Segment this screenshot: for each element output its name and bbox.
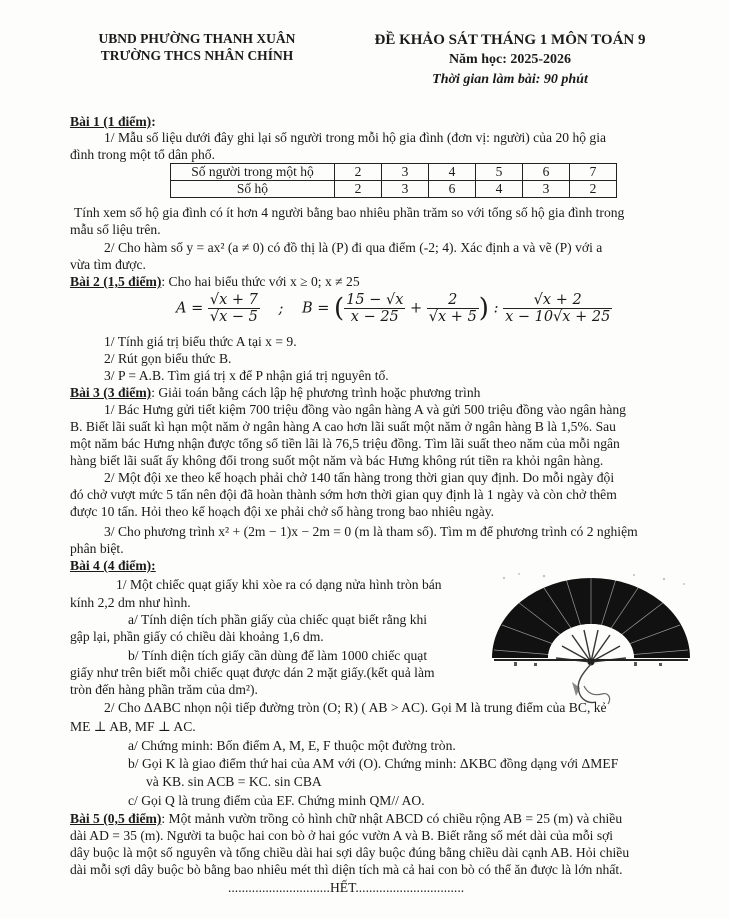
fraction-denominator: √x − 5 (209, 309, 258, 325)
school-year: Năm học: 2025-2026 (448, 52, 572, 67)
bai4-a-line1: a/ Tính diện tích phần giấy của chiếc quạt biết rằng khi (128, 612, 428, 627)
table-cell: 5 (476, 164, 523, 181)
table-cell: 3 (523, 181, 570, 198)
table-cell: 6 (523, 164, 570, 181)
bai2-q3: 3/ P = A.B. Tìm giá trị x để P nhận giá trị nguyên tố. (104, 368, 389, 383)
bai3-p1-line4: hàng biết lãi suất ấy không đổi trong suốt một năm và bác Hưng không rút tiền ra khỏi ngân hàng. (70, 453, 604, 468)
expr-B-fraction-1 (344, 292, 405, 325)
bai3-p2-line1: 2/ Một đội xe theo kế hoạch phải chở 140 tấn hàng trong thời gian quy định. Do mỗi ngày đội (104, 470, 615, 485)
end-marker: ..............................HẾT................................ (228, 880, 465, 895)
fraction-numerator: 15 − √x (346, 292, 404, 308)
fraction-denominator: √x + 5 (428, 309, 477, 325)
bai1-p1-line1: 1/ Mẫu số liệu dưới đây ghi lại số người trong mỗi hộ gia đình (đơn vị: người) của 20 hộ gia (104, 130, 607, 145)
table-cell: 3 (382, 164, 429, 181)
bai2-heading: Bài 2 (1,5 điểm) (70, 274, 162, 289)
bai4-2b-line2: và KB. sin ACB = KC. sin CBA (146, 774, 322, 789)
bai4-2c: c/ Gọi Q là trung điểm của EF. Chứng minh QM// AO. (128, 793, 425, 808)
division-sign: : (493, 300, 499, 317)
fraction-numerator: √x + 2 (503, 292, 612, 309)
bai1-question-line1: Tính xem số hộ gia đình có ít hơn 4 người bằng bao nhiêu phần trăm so với tổng số hộ gia đình trong (74, 205, 625, 220)
bai5-line3: dây buộc là một số nguyên và tổng chiều dài hai sợi dây buộc đúng bằng chiều dài cạnh AB. Hỏi chiều (70, 845, 630, 860)
bai1-question-line2: mẫu số liệu trên. (70, 222, 161, 237)
bai1-p2-line2: vừa tìm được. (70, 257, 146, 272)
school-name: TRƯỜNG THCS NHÂN CHÍNH (100, 48, 294, 63)
bai4-heading-line (70, 558, 156, 575)
bai3-p2-line3: được 10 tấn. Hỏi theo kế hoạch đội xe phải chở số hàng trong bao nhiêu ngày. (70, 504, 495, 519)
bai3-p2-line2: đó chở vượt mức 5 tấn nên đội đã hoàn thành sớm hơn thời gian quy định là 1 ngày và còn chở thêm (70, 487, 617, 502)
exam-header (360, 30, 660, 90)
expr-separator: ; (278, 300, 284, 317)
table-cell: 4 (429, 164, 476, 181)
bai5-line1 (70, 811, 622, 828)
paper-fan-image (484, 570, 699, 710)
table-cell: 4 (476, 181, 523, 198)
exam-title: ĐỀ KHẢO SÁT THÁNG 1 MÔN TOÁN 9 (374, 32, 646, 48)
expr-A-label: A = (176, 300, 204, 317)
bai3-p3-line2: phân biệt. (70, 541, 124, 556)
table-row (171, 181, 617, 198)
bai1-p2-line1: 2/ Cho hàm số y = ax² (a ≠ 0) có đồ thị là (P) đi qua điểm (-2; 4). Xác định a và vẽ (P) với a (104, 240, 603, 255)
bai4-p1-line1: 1/ Một chiếc quạt giấy khi xòe ra có dạng nửa hình tròn bán (116, 577, 442, 592)
bai1-heading-line: Bài 1 (1 điểm): (70, 114, 156, 129)
bai3-p3-line1: 3/ Cho phương trình x² + (2m − 1)x − 2m = 0 (m là tham số). Tìm m để phương trình có 2 nghiệm (104, 524, 638, 539)
table-cell: 2 (335, 164, 382, 181)
bai5-line2: dài AD = 35 (m). Người ta buộc hai con bò ở hai góc vườn A và B. Biết rằng số mét dài của mỗi sợi (70, 828, 614, 843)
household-table (170, 163, 617, 198)
table-cell: 2 (335, 181, 382, 198)
bai4-p2-line2: ME ⊥ AB, MF ⊥ AC. (70, 719, 196, 734)
bai4-2a: a/ Chứng minh: Bốn điểm A, M, E, F thuộc một đường tròn. (128, 738, 456, 753)
fraction-numerator: 2 (427, 292, 479, 309)
bai2-q1: 1/ Tính giá trị biểu thức A tại x = 9. (104, 334, 297, 349)
table-header-households: Số hộ (171, 181, 335, 198)
ward-name: UBND PHƯỜNG THANH XUÂN (98, 31, 296, 46)
table-cell: 2 (570, 181, 617, 198)
expr-A-fraction (208, 292, 260, 325)
bai4-p1-line2: kính 2,2 dm như hình. (70, 595, 191, 610)
bai1-p1-line2: đình trong một tổ dân phố. (70, 147, 215, 162)
table-row (171, 164, 617, 181)
bai2-formula: A = $\frac{√x + 7}{√x - 5}$ ; B = ( $\frac{15 - √x}{x - 25}$ + $\frac{2}{√x + 5}$ ) : $\frac{√x + 2}{x - 10√x + 25}$ (176, 292, 611, 325)
plus-sign: + (410, 300, 423, 317)
table-cell: 3 (382, 181, 429, 198)
bai3-intro: : Giải toán bằng cách lập hệ phương trình hoặc phương trình (151, 385, 481, 400)
bai2-heading-line (70, 274, 360, 291)
exam-duration: Thời gian làm bài: 90 phút (432, 72, 588, 87)
bai5-line4: dài mỗi sợi dây buộc bò bằng bao nhiêu mét thì diện tích mà cả hai con bò có thể ăn được là lớn nhất. (70, 862, 623, 877)
bai1-heading: Bài 1 (1 điểm) (70, 114, 152, 129)
bai4-b-line1: b/ Tính diện tích giấy cần dùng để làm 1000 chiếc quạt (128, 648, 428, 663)
bai3-p1-line3: một năm bác Hưng nhận được tổng số tiền lãi là 76,5 triệu đồng. Tìm lãi suất theo năm của mỗi ngân (70, 436, 620, 451)
fraction-denominator: x − 25 (350, 309, 399, 325)
expr-B-label: B = (301, 300, 330, 317)
fraction-denominator: x − 10√x + 25 (505, 309, 611, 325)
bai4-a-line2: gập lại, phần giấy có chiều dài khoảng 1,6 dm. (70, 629, 324, 644)
bai4-b-line3: tròn đến hàng phần trăm của dm²). (70, 682, 258, 697)
bai3-p1-line1: 1/ Bác Hưng gửi tiết kiệm 700 triệu đồng vào ngân hàng A và gửi 500 triệu đồng vào ngân hàng (104, 402, 626, 417)
bai5-text-line1: : Một mảnh vườn trồng cỏ hình chữ nhật ABCD có chiều rộng AB = 25 (m) và chiều (161, 811, 623, 826)
bai3-p1-line2: B. Biết lãi suất kì hạn một năm ở ngân hàng A cao hơn lãi suất một năm ở ngân hàng B là 1,5%. Sau (70, 419, 616, 434)
bai4-heading: Bài 4 (4 điểm): (70, 558, 156, 573)
fraction-numerator: √x + 7 (209, 292, 258, 308)
bai2-intro: : Cho hai biểu thức với x ≥ 0; x ≠ 25 (161, 274, 360, 289)
bai4-p2-line1: 2/ Cho ΔABC nhọn nội tiếp đường tròn (O; R) ( AB > AC). Gọi M là trung điểm của BC, kẻ (104, 700, 607, 715)
table-cell: 7 (570, 164, 617, 181)
table-header-people: Số người trong một hộ (171, 164, 335, 181)
bai5-heading: Bài 5 (0,5 điểm) (70, 811, 162, 826)
expr-B-fraction-3 (503, 292, 612, 325)
bai4-2b-line1: b/ Gọi K là giao điểm thứ hai của AM với (O). Chứng minh: ΔKBC đồng dạng với ΔMEF (128, 756, 619, 771)
bai4-b-line2: giấy như trên biết mỗi chiếc quạt được dán 2 mặt giấy.(kết quả làm (70, 665, 435, 680)
school-header (92, 30, 302, 64)
bai2-q2: 2/ Rút gọn biểu thức B. (104, 351, 232, 366)
table-cell: 6 (429, 181, 476, 198)
bai3-heading-line (70, 385, 480, 402)
bai3-heading: Bài 3 (3 điểm) (70, 385, 152, 400)
expr-B-fraction-2 (427, 292, 479, 325)
